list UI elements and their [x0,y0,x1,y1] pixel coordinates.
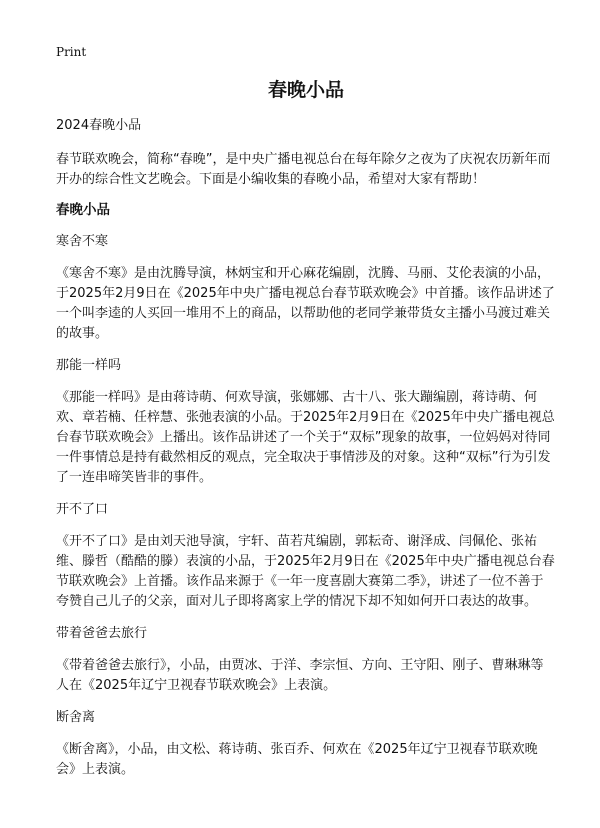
sketch-description: 《开不了口》是由刘天池导演，宇轩、苗若芃编剧，郭耘奇、谢泽成、闫佩伦、张祐维、滕哲（酷酷的滕）表演的小品，于2025年2月9日在《2025年中央广播电视总台春节联欢晚会》上首播。该作品来源于《一年一度喜剧大赛第二季》，讲述了一位不善于夸赞自己儿子的父亲，面对儿子即将离家上学的情况下却不知如何开口表达的故事。 [56,534,555,609]
sketch-title: 寒舍不寒 [56,234,109,249]
section-heading: 春晚小品 [56,202,110,218]
sketch-description: 《带着爸爸去旅行》，小品，由贾冰、于洋、李宗恒、方向、王守阳、刚子、曹琳琳等人在《2025年辽宁卫视春节联欢晚会》上表演。 [56,658,544,693]
sketch-title: 那能一样吗 [56,358,122,373]
print-label: Print [56,45,87,59]
document-page [56,44,556,792]
sketch-title: 带着爸爸去旅行 [56,626,148,641]
page-title: 春晚小品 [267,79,344,101]
sketch-description: 《那能一样吗》是由蒋诗萌、何欢导演，张娜娜、古十八、张大蹦编剧，蒋诗萌、何欢、章若楠、任梓慧、张弛表演的小品。于2025年2月9日在《2025年中央广播电视总台春节联欢晚会》上播出。该作品讲述了一个关于“双标”现象的故事，一位妈妈对待同一件事情总是持有截然相反的观点，完全取决于事情涉及的对象。这种“双标”行为引发了一连串啼笑皆非的事件。 [56,390,555,485]
sketch-item-kai-buliao-kou [56,500,556,612]
sketch-title: 断舍离 [56,710,96,725]
sketch-title: 开不了口 [56,502,109,517]
page-subtitle: 2024春晚小品 [56,118,142,133]
sketch-item-hanshe-buhan [56,232,556,344]
intro-paragraph: 春节联欢晚会，简称“春晚”，是中央广播电视总台在每年除夕之夜为了庆祝农历新年而开办的综合性文艺晚会。下面是小编收集的春晚小品，希望对大家有帮助！ [56,152,551,187]
sketch-item-daizhe-baba-qu-lvxing [56,624,556,696]
sketch-description: 《寒舍不寒》是由沈腾导演，林炳宝和开心麻花编剧，沈腾、马丽、艾伦表演的小品，于2025年2月9日在《2025年中央广播电视总台春节联欢晚会》中首播。该作品讲述了一个叫李逵的人买回一堆用不上的商品，以帮助他的老同学兼带货女主播小马渡过难关的故事。 [56,266,555,341]
sketch-item-duansheli [56,708,556,780]
sketch-item-naneng-yiyangma [56,356,556,488]
sketch-description: 《断舍离》，小品，由文松、蒋诗萌、张百乔、何欢在《2025年辽宁卫视春节联欢晚会》上表演。 [56,742,538,777]
